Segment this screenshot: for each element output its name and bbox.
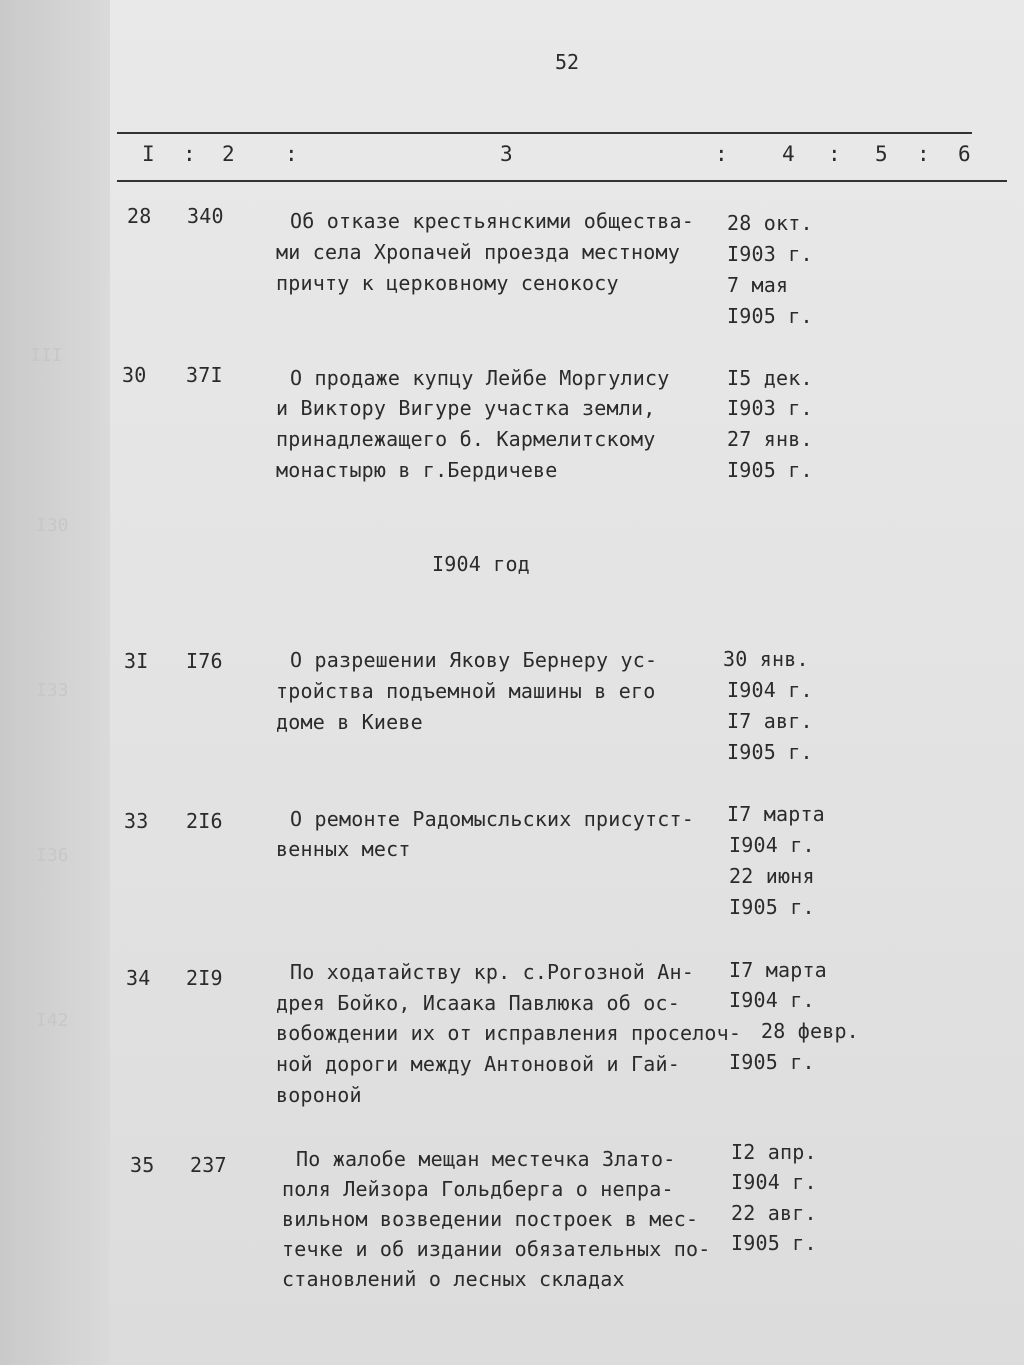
row-date: I904 г. [727, 678, 813, 702]
row-date: I904 г. [729, 988, 815, 1012]
row-text-line: течке и об издании обязательных по- [282, 1237, 711, 1261]
row-date: I905 г. [727, 458, 813, 482]
row-text-line: поля Лейзора Гольдберга о непра- [282, 1177, 674, 1201]
row-text-line: О ремонте Радомысльских присутст- [290, 807, 694, 831]
row-date: I903 г. [727, 242, 813, 266]
row-col-2: 237 [190, 1153, 227, 1177]
row-col-2: 2I6 [186, 809, 223, 833]
row-text-line: Об отказе крестьянскими общества- [290, 209, 694, 233]
header-top-rule [117, 132, 972, 134]
row-col-2: 37I [186, 363, 223, 387]
row-text-line: вобождении их от исправления проселоч- [276, 1021, 742, 1045]
row-text-line: и Виктору Вигуре участка земли, [276, 396, 656, 420]
row-date: 22 авг. [731, 1201, 817, 1225]
header-separator: : [285, 142, 298, 166]
row-date: I905 г. [729, 895, 815, 919]
header-col-1: I [142, 142, 155, 166]
header-separator: : [183, 142, 196, 166]
row-text-line: О разрешении Якову Бернеру ус- [290, 648, 658, 672]
row-date: I7 марта [729, 958, 827, 982]
row-col-1: 28 [127, 204, 152, 228]
row-text-line: ной дороги между Антоновой и Гай- [276, 1052, 680, 1076]
row-col-1: 34 [126, 966, 151, 990]
row-text-line: монастырю в г.Бердичеве [276, 458, 558, 482]
row-date: I904 г. [729, 833, 815, 857]
row-date: I7 марта [727, 802, 825, 826]
row-date: I904 г. [731, 1170, 817, 1194]
header-col-3: 3 [500, 142, 513, 166]
header-separator: : [917, 142, 930, 166]
row-text-line: становлений о лесных складах [282, 1267, 625, 1291]
row-date: I903 г. [727, 396, 813, 420]
row-col-1: 30 [122, 363, 147, 387]
header-separator: : [715, 142, 728, 166]
row-date: I905 г. [731, 1231, 817, 1255]
margin-mark: I33 [36, 680, 69, 701]
row-text-line: вильном возведении построек в мес- [282, 1207, 699, 1231]
row-text-line: По ходатайству кр. с.Рогозной Ан- [290, 960, 694, 984]
row-text-line: венных мест [276, 837, 411, 861]
row-date: I905 г. [729, 1050, 815, 1074]
row-date: 7 мая [727, 273, 789, 297]
row-text-line: О продаже купцу Лейбе Моргулису [290, 366, 670, 390]
row-date: 28 окт. [727, 211, 813, 235]
row-col-2: 340 [187, 204, 224, 228]
row-date: I905 г. [727, 304, 813, 328]
page-number: 52 [555, 50, 580, 74]
row-text-line: принадлежащего б. Кармелитскому [276, 427, 656, 451]
header-col-4: 4 [782, 142, 795, 166]
row-text-line: ми села Хропачей проезда местному [276, 240, 680, 264]
row-text-line: тройства подъемной машины в его [276, 679, 656, 703]
row-date: I7 авг. [727, 709, 813, 733]
row-text-line: По жалобе мещан местечка Злато- [296, 1147, 676, 1171]
row-date: 27 янв. [727, 427, 813, 451]
row-text-line: дрея Бойко, Исаака Павлюка об ос- [276, 991, 680, 1015]
row-date: 28 февр. [761, 1019, 859, 1043]
row-date: I5 дек. [727, 366, 813, 390]
row-col-1: 35 [130, 1153, 155, 1177]
row-col-1: 33 [124, 809, 149, 833]
header-col-5: 5 [875, 142, 888, 166]
row-date: I905 г. [727, 740, 813, 764]
margin-mark: III [30, 345, 63, 366]
header-separator: : [828, 142, 841, 166]
header-col-2: 2 [222, 142, 235, 166]
row-date: I2 апр. [731, 1140, 817, 1164]
row-date: 22 июня [729, 864, 815, 888]
row-col-2: 2I9 [186, 966, 223, 990]
year-heading: I904 год [432, 552, 530, 576]
margin-mark: I36 [36, 845, 69, 866]
row-text-line: вороной [276, 1083, 362, 1107]
header-col-6: 6 [958, 142, 971, 166]
margin-mark: I42 [36, 1010, 69, 1031]
margin-mark: I30 [36, 515, 69, 536]
row-date: 30 янв. [723, 647, 809, 671]
row-text-line: доме в Киеве [276, 710, 423, 734]
header-bottom-rule [117, 180, 1007, 182]
row-col-1: 3I [124, 649, 149, 673]
row-text-line: причту к церковному сенокосу [276, 271, 619, 295]
row-col-2: I76 [186, 649, 223, 673]
